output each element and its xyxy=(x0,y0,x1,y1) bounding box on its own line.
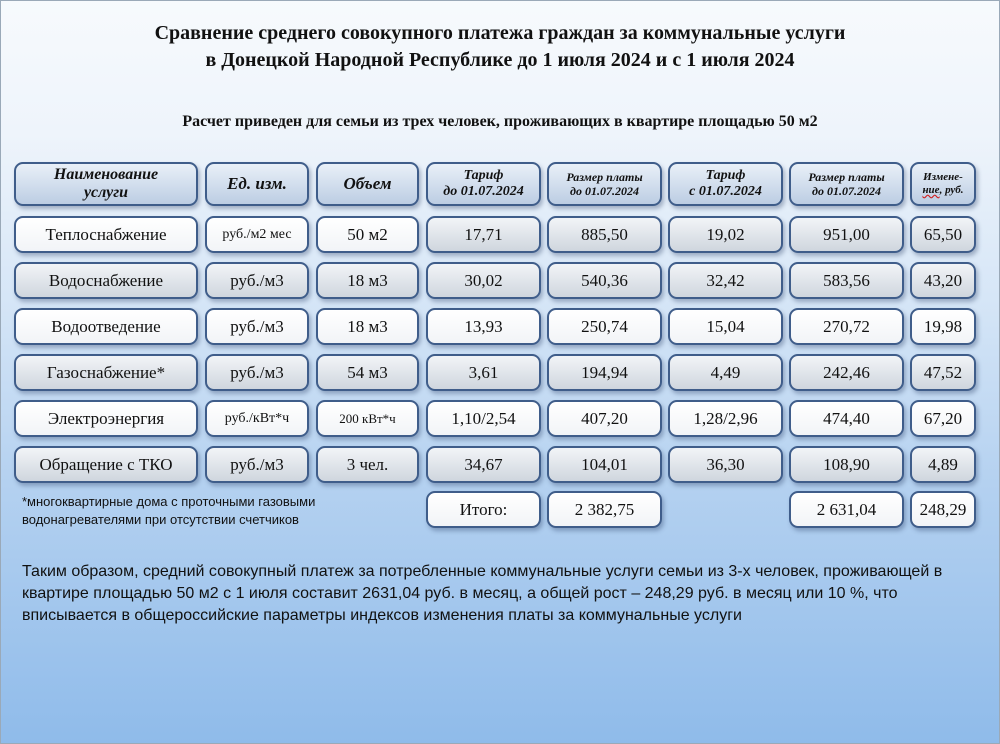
header-change-line1: Измене- xyxy=(923,171,963,183)
row-6-volume: 3 чел. xyxy=(316,446,419,483)
row-5-volume: 200 кВт*ч xyxy=(316,400,419,437)
page-subtitle: Расчет приведен для семьи из трех человек, проживающих в квартире площадью 50 м2 xyxy=(182,113,818,130)
header-volume: Объем xyxy=(316,162,419,206)
row-3-payment-before: 250,74 xyxy=(547,308,662,345)
row-1-tariff-before: 17,71 xyxy=(426,216,541,253)
header-payment-after-line1: Размер платы xyxy=(808,170,885,184)
row-3-volume: 18 м3 xyxy=(316,308,419,345)
row-1-payment-after: 951,00 xyxy=(789,216,904,253)
row-5-tariff-after: 1,28/2,96 xyxy=(668,400,783,437)
header-tariff-before-line1: Тариф xyxy=(463,168,504,183)
row-3-service: Водоотведение xyxy=(14,308,198,345)
row-6-unit: руб./м3 xyxy=(205,446,309,483)
header-tariff-after xyxy=(668,162,783,206)
row-1-change: 65,50 xyxy=(910,216,976,253)
header-tariff-before xyxy=(426,162,541,206)
row-2-service: Водоснабжение xyxy=(14,262,198,299)
row-6-payment-before: 104,01 xyxy=(547,446,662,483)
row-4-tariff-after: 4,49 xyxy=(668,354,783,391)
row-6-change: 4,89 xyxy=(910,446,976,483)
row-3-payment-after: 270,72 xyxy=(789,308,904,345)
row-4-change: 47,52 xyxy=(910,354,976,391)
totals-label: Итого: xyxy=(426,491,541,528)
row-5-payment-before: 407,20 xyxy=(547,400,662,437)
header-tariff-after-line1: Тариф xyxy=(705,168,746,183)
header-service-line1: Наименование xyxy=(53,166,159,183)
page-title xyxy=(0,20,1000,74)
row-4-volume: 54 м3 xyxy=(316,354,419,391)
row-3-unit: руб./м3 xyxy=(205,308,309,345)
totals-payment-after: 2 631,04 xyxy=(789,491,904,528)
row-4-unit: руб./м3 xyxy=(205,354,309,391)
header-service xyxy=(14,162,198,206)
footnote: *многоквартирные дома с проточными газовыми водонагревателями при отсутствии счетчиков xyxy=(22,494,316,527)
row-5-change: 67,20 xyxy=(910,400,976,437)
row-6-payment-after: 108,90 xyxy=(789,446,904,483)
row-6-service: Обращение с ТКО xyxy=(14,446,198,483)
row-3-change: 19,98 xyxy=(910,308,976,345)
row-2-tariff-after: 32,42 xyxy=(668,262,783,299)
row-4-payment-before: 194,94 xyxy=(547,354,662,391)
row-5-service: Электроэнергия xyxy=(14,400,198,437)
header-tariff-after-line2: с 01.07.2024 xyxy=(689,184,762,199)
row-4-service: Газоснабжение* xyxy=(14,354,198,391)
totals-payment-before: 2 382,75 xyxy=(547,491,662,528)
header-payment-before xyxy=(547,162,662,206)
title-line-1: Сравнение среднего совокупного платежа граждан за коммунальные услуги xyxy=(154,22,846,44)
header-payment-before-line1: Размер платы xyxy=(566,170,643,184)
header-unit: Ед. изм. xyxy=(205,162,309,206)
row-3-tariff-after: 15,04 xyxy=(668,308,783,345)
title-line-2: в Донецкой Народной Республике до 1 июля 2024 и с 1 июля 2024 xyxy=(205,49,795,71)
row-5-tariff-before: 1,10/2,54 xyxy=(426,400,541,437)
header-change-line2a: ние xyxy=(922,184,940,196)
header-change-line2 xyxy=(922,184,963,197)
row-4-payment-after: 242,46 xyxy=(789,354,904,391)
header-tariff-before-line2: до 01.07.2024 xyxy=(443,184,524,199)
row-3-tariff-before: 13,93 xyxy=(426,308,541,345)
header-change xyxy=(910,162,976,206)
totals-change: 248,29 xyxy=(910,491,976,528)
row-6-tariff-after: 36,30 xyxy=(668,446,783,483)
row-2-payment-after: 583,56 xyxy=(789,262,904,299)
header-change-line2b: , руб. xyxy=(939,184,964,196)
row-1-service: Теплоснабжение xyxy=(14,216,198,253)
header-payment-after-line2: до 01.07.2024 xyxy=(812,184,881,198)
row-4-tariff-before: 3,61 xyxy=(426,354,541,391)
row-6-tariff-before: 34,67 xyxy=(426,446,541,483)
summary-paragraph: Таким образом, средний совокупный платеж за потребленные коммунальные услуги семьи из 3-х человек, проживающей в квартире площадью 50 м2 с 1 июля составит 2631,04 руб. в месяц, а общей рост – 248,29 руб. в месяц или 10 %, что вписывается в общероссийские параметры индексов изменения платы за коммунальные услуги xyxy=(22,563,943,624)
row-1-tariff-after: 19,02 xyxy=(668,216,783,253)
row-1-payment-before: 885,50 xyxy=(547,216,662,253)
row-5-unit: руб./кВт*ч xyxy=(205,400,309,437)
row-1-unit: руб./м2 мес xyxy=(205,216,309,253)
row-1-volume: 50 м2 xyxy=(316,216,419,253)
header-payment-before-line2: до 01.07.2024 xyxy=(570,184,639,198)
row-2-tariff-before: 30,02 xyxy=(426,262,541,299)
row-2-payment-before: 540,36 xyxy=(547,262,662,299)
row-2-change: 43,20 xyxy=(910,262,976,299)
header-service-line2: услуги xyxy=(83,184,129,201)
row-2-unit: руб./м3 xyxy=(205,262,309,299)
row-5-payment-after: 474,40 xyxy=(789,400,904,437)
header-payment-after xyxy=(789,162,904,206)
row-2-volume: 18 м3 xyxy=(316,262,419,299)
